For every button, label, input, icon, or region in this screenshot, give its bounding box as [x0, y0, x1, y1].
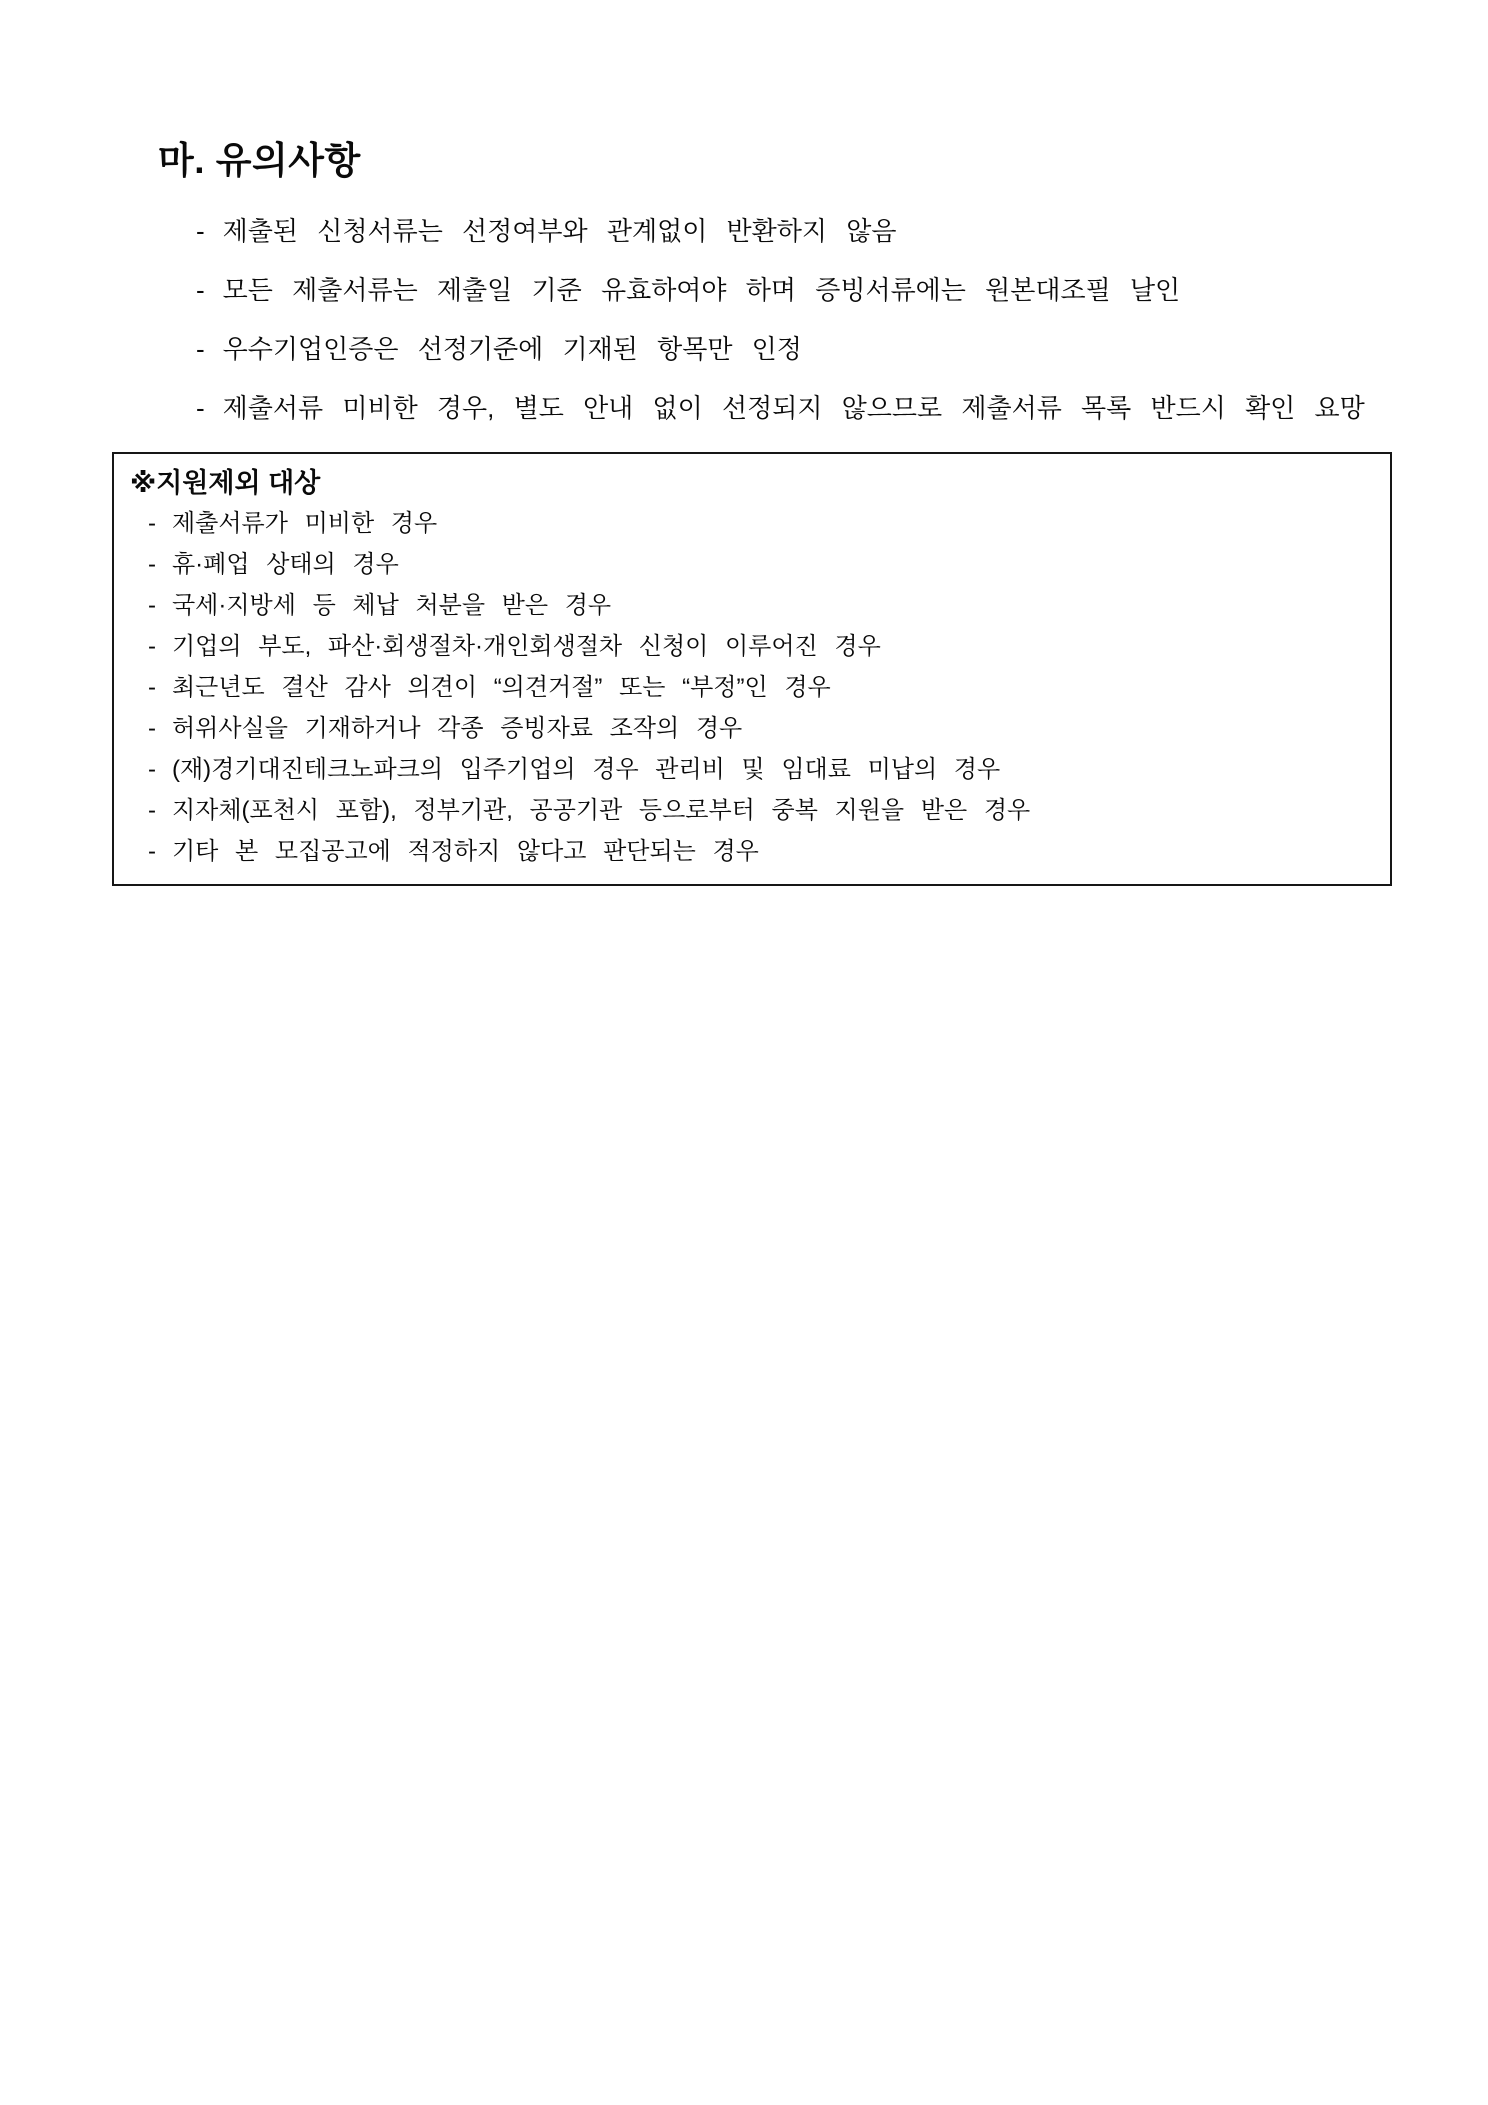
notice-item: [196, 216, 1428, 247]
notice-text: 제출된 신청서류는 선정여부와 관계없이 반환하지 않음: [222, 216, 897, 246]
notice-text: 우수기업인증은 선정기준에 기재된 항목만 인정: [222, 334, 802, 364]
exclusion-item: [148, 708, 1372, 749]
exclusion-text: 최근년도 결산 감사 의견이 “의견거절” 또는 “부정”인 경우: [172, 674, 831, 701]
notice-list: [196, 216, 1428, 424]
exclusion-box: [112, 452, 1392, 886]
exclusion-item: [148, 749, 1372, 790]
exclusion-item: [148, 626, 1372, 667]
exclusion-text: 기타 본 모집공고에 적정하지 않다고 판단되는 경우: [172, 838, 759, 865]
notice-item: [196, 275, 1428, 306]
bullet-dash: -: [148, 551, 156, 578]
exclusion-text: 허위사실을 기재하거나 각종 증빙자료 조작의 경우: [172, 715, 743, 742]
exclusion-item: [148, 790, 1372, 831]
exclusion-item: [148, 585, 1372, 626]
bullet-dash: -: [196, 275, 205, 305]
bullet-dash: -: [148, 633, 156, 660]
exclusion-box-title: ※지원제외 대상: [130, 468, 321, 498]
exclusion-text: (재)경기대진테크노파크의 입주기업의 경우 관리비 및 임대료 미납의 경우: [172, 756, 1001, 783]
notice-item: [196, 334, 1428, 365]
exclusion-text: 제출서류가 미비한 경우: [172, 510, 438, 537]
bullet-dash: -: [196, 393, 205, 423]
section-heading: 마. 유의사항: [158, 140, 361, 181]
notice-item: [196, 393, 1428, 424]
bullet-dash: -: [196, 216, 205, 246]
exclusion-text: 국세·지방세 등 체납 처분을 받은 경우: [172, 592, 612, 619]
exclusion-item: [148, 831, 1372, 872]
bullet-dash: -: [148, 756, 156, 783]
notice-text: 모든 제출서류는 제출일 기준 유효하여야 하며 증빙서류에는 원본대조필 날인: [222, 275, 1181, 305]
bullet-dash: -: [148, 715, 156, 742]
exclusion-text: 휴·폐업 상태의 경우: [172, 551, 399, 578]
notice-text: 제출서류 미비한 경우, 별도 안내 없이 선정되지 않으므로 제출서류 목록 반드시 확인 요망: [222, 393, 1365, 423]
exclusion-item: [148, 667, 1372, 708]
bullet-dash: -: [196, 334, 205, 364]
exclusion-item: [148, 544, 1372, 585]
bullet-dash: -: [148, 674, 156, 701]
bullet-dash: -: [148, 592, 156, 619]
exclusion-item: [148, 503, 1372, 544]
exclusion-text: 지자체(포천시 포함), 정부기관, 공공기관 등으로부터 중복 지원을 받은 경우: [172, 797, 1031, 824]
exclusion-text: 기업의 부도, 파산·회생절차·개인회생절차 신청이 이루어진 경우: [172, 633, 881, 660]
bullet-dash: -: [148, 797, 156, 824]
bullet-dash: -: [148, 510, 156, 537]
bullet-dash: -: [148, 838, 156, 865]
